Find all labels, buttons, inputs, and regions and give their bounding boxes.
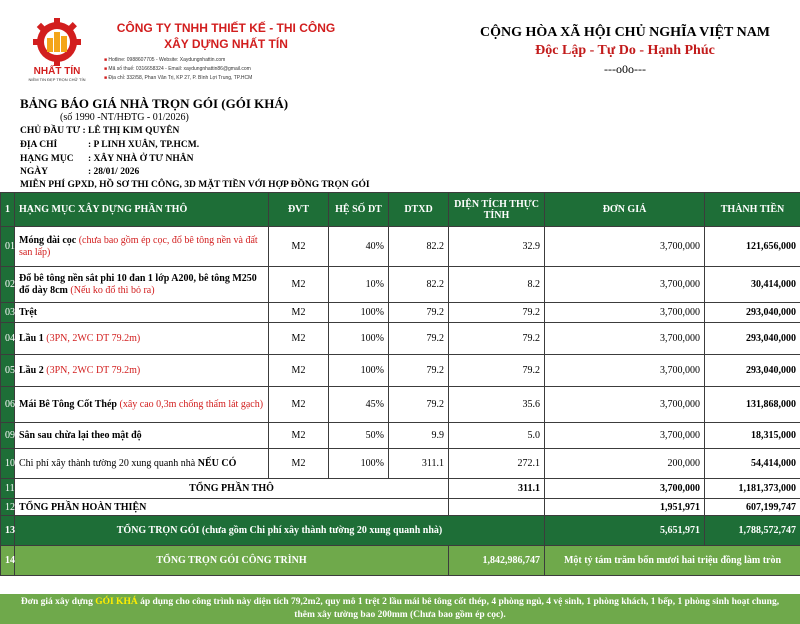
table-row: 04 Lầu 1 (3PN, 2WC DT 79.2m) M2 100% 79.2 79.2 3,700,000 293,040,000	[1, 323, 800, 355]
company-name: CÔNG TY TNHH THIẾT KẾ - THI CÔNG XÂY DỰNG NHẤT TÍN	[116, 21, 336, 51]
table-row: 02 Đổ bê tông nền sắt phi 10 đan 1 lớp A200, bê tông M250 đổ dày 8cm (Nếu ko đổ thì bỏ ra) M2 10% 82.2 8.2 3,700,000 30,414,000	[1, 267, 800, 303]
table-row: 05 Lầu 2 (3PN, 2WC DT 79.2m) M2 100% 79.2 79.2 3,700,000 293,040,000	[1, 355, 800, 387]
total-rough-row: 11 TỔNG PHẦN THÔ 311.1 3,700,000 1,181,373,000	[1, 479, 800, 499]
date-line: NGÀY : 28/01/ 2026	[20, 167, 140, 177]
total-package-row: 13 TỔNG TRỌN GÓI (chưa gồm Chi phí xây thành tường 20 xung quanh nhà) 5,651,971 1,788,572,747	[1, 516, 800, 546]
bullet-icon: ■	[104, 66, 109, 72]
table-row: 03 Trệt M2 100% 79.2 79.2 3,700,000 293,040,000	[1, 303, 800, 323]
document-title: BẢNG BÁO GIÁ NHÀ TRỌN GÓI (GÓI KHÁ)	[20, 96, 289, 111]
document-number: (số 1990 -NT/HĐTG - 01/2026)	[60, 112, 189, 123]
company-logo	[22, 18, 92, 84]
company-contact: ■ Hotline: 0988607705 - Website: Xaydungnhattin.com ■ Mã số thuế: 0316658324 - Email: xaydungnhattin86@gmail.com ■ Địa chỉ: 332/58, Phan Văn Trị, KP 27, P. Bình Lợi Trung, TP.HCM	[104, 57, 253, 81]
total-work-row: 14 TỔNG TRỌN GÓI CÔNG TRÌNH 1,842,986,747 Một tỷ tám trăm bốn mươi hai triệu đồng làm tròn	[1, 546, 800, 576]
free-services-note: MIỄN PHÍ GPXD, HỒ SƠ THI CÔNG, 3D MẶT TIỀN VỚI HỢP ĐỒNG TRỌN GÓI	[20, 180, 370, 190]
header	[0, 0, 800, 92]
svg-text:NHẤT TÍN: NHẤT TÍN	[33, 66, 81, 77]
table-header-row: 1 HẠNG MỤC XÂY DỰNG PHẦN THÔ ĐVT HỆ SỐ DT DTXD DIỆN TÍCH THỰC TÍNH ĐƠN GIÁ THÀNH TIỀN	[1, 193, 800, 227]
total-finish-row: 12 TỔNG PHẦN HOÀN THIỆN 1,951,971 607,199,747	[1, 499, 800, 516]
address-line: ĐỊA CHỈ : P LINH XUÂN, TP.HCM.	[20, 140, 200, 150]
table-row: 10 Chi phí xây thành tường 20 xung quanh nhà NẾU CÓ M2 100% 311.1 272.1 200,000 54,414,000	[1, 449, 800, 479]
footer-note: Đơn giá xây dựng GÓI KHÁ áp dụng cho công trình này diện tích 79,2m2, quy mô 1 trệt 2 lầu mái bê tông cốt thép, 4 phòng ngủ, 4 vệ sinh, 1 phòng khách, 1 bếp, 1 phòng sinh hoạt chung, thêm xây tường bao 200mm (Chưa bao gồm ép cọc).	[0, 594, 800, 624]
table-row: 06 Mái Bê Tông Cốt Thép (xây cao 0,3m chống thấm lát gạch) M2 45% 79.2 35.6 3,700,000 131,868,000	[1, 387, 800, 423]
table-row: 09 Sân sau chừa lại theo mật độ M2 50% 9.9 5.0 3,700,000 18,315,000	[1, 423, 800, 449]
table-row: 01 Móng đài cọc (chưa bao gồm ép cọc, đổ bê tông nền và đất san lấp) M2 40% 82.2 32.9 3,700,000 121,656,000	[1, 227, 800, 267]
owner-line: CHỦ ĐẦU TƯ : LÊ THỊ KIM QUYÊN	[20, 126, 180, 136]
bullet-icon: ■	[104, 57, 109, 63]
item-line: HẠNG MỤC : XÂY NHÀ Ở TƯ NHÂN	[20, 154, 194, 164]
national-motto: CỘNG HÒA XÃ HỘI CHỦ NGHĨA VIỆT NAM Độc Lập - Tự Do - Hạnh Phúc ---o0o---	[480, 25, 771, 76]
quotation-table	[0, 192, 800, 576]
svg-text:NIỀM TIN ĐẸP TRỌN CHỮ TÍN: NIỀM TIN ĐẸP TRỌN CHỮ TÍN	[28, 77, 86, 82]
bullet-icon: ■	[104, 75, 109, 81]
